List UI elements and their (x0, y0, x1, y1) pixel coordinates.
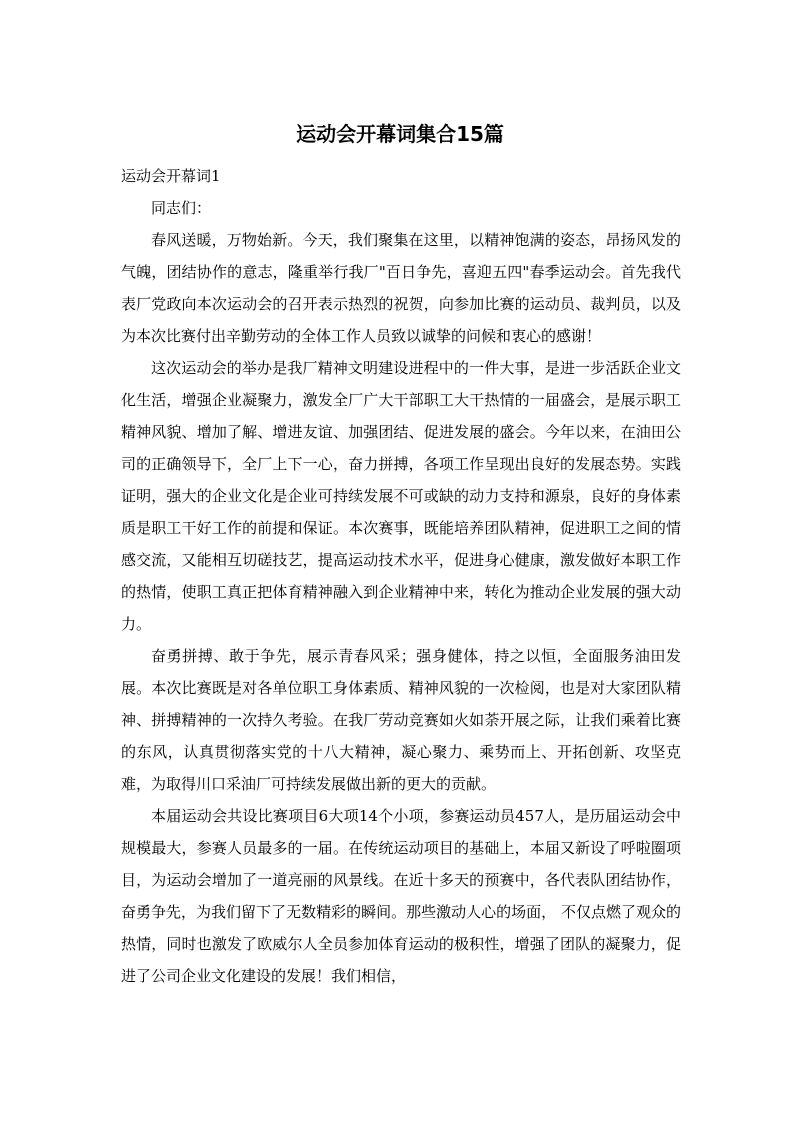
paragraph: 奋勇拼搏、敢于争先，展示青春风采；强身健体，持之以恒，全面服务油田发展。本次比赛既是对各单位职工身体素质、精神风貌的一次检阅，也是对大家团队精神、拼搏精神的一次持久考验。在我厂劳动竞赛如火如荼开展之际，让我们乘着比赛的东风，认真贯彻落实党的十八大精神，凝心聚力、乘势而上、开拓创新、攻坚克难，为取得川口采油厂可持续发展做出新的更大的贡献。 (121, 647, 681, 793)
paragraph: 本届运动会共设比赛项目6大项14个小项，参赛运动员457人，是历届运动会中规模最大，参赛人员最多的一届。在传统运动项目的基础上，本届又新设了呼啦圈项目，为运动会增加了一道亮丽的风景线。在近十多天的预赛中，各代表队团结协作，奋勇争先，为我们留下了无数精彩的瞬间。那些激动人心的场面， 不仅点燃了观众的热情，同时也激发了欧威尔人全员参加体育运动的极积性，增强了团队的凝聚力，促进了公司企业文化建设的发展！我们相信， (121, 807, 681, 985)
paragraph: 春风送暖，万物始新。今天，我们聚集在这里，以精神饱满的姿态，昂扬风发的气魄，团结协作的意志，隆重举行我厂"百日争先，喜迎五四"春季运动会。首先我代表厂党政向本次运动会的召开表示热烈的祝贺，向参加比赛的运动员、裁判员，以及为本次比赛付出辛勤劳动的全体工作人员致以诚挚的问候和衷心的感谢！ (121, 231, 681, 345)
document-title: 运动会开幕词集合15篇 (296, 122, 504, 146)
document-body (121, 160, 681, 992)
paragraph: 这次运动会的举办是我厂精神文明建设进程中的一件大事，是进一步活跃企业文化生活，增强企业凝聚力，激发全厂广大干部职工大干热情的一届盛会，是展示职工精神风貌、增加了解、增进友谊、加强团结、促进发展的盛会。今年以来，在油田公司的正确领导下，全厂上下一心，奋力拼搏，各项工作呈现出良好的发展态势。实践证明，强大的企业文化是企业可持续发展不可或缺的动力支持和源泉，良好的身体素质是职工干好工作的前提和保证。本次赛事，既能培养团队精神，促进职工之间的情感交流，又能相互切磋技艺，提高运动技术水平，促进身心健康，激发做好本职工作的热情，使职工真正把体育精神融入到企业精神中来，转化为推动企业发展的强大动力。 (121, 359, 681, 633)
section-heading: 运动会开幕词1 (121, 167, 221, 185)
salutation: 同志们： (151, 199, 212, 217)
